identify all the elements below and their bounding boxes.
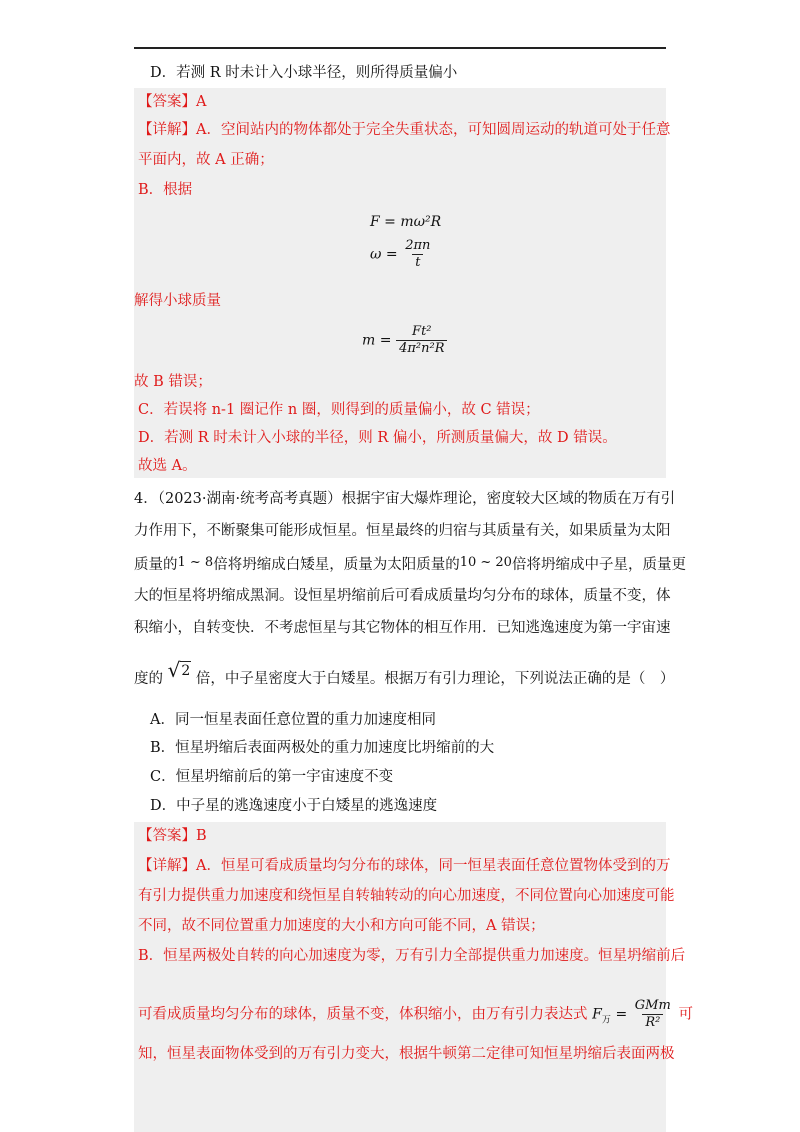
q4-sqrt-value: 2 (181, 663, 191, 679)
q4-stem-line1: 4．（2023·湖南·统考高考真题）根据宇宙大爆炸理论，密度较大区域的物质在万有引 (134, 491, 676, 507)
q4-detail-b3: 知，恒星表面物体受到的万有引力变大，根据牛顿第二定律可知恒星坍缩后表面两极 (138, 1046, 675, 1062)
q4-solution-block (134, 822, 693, 1132)
q4-line3-a: 质量的 (134, 557, 178, 573)
q3-eq-mass (362, 324, 447, 357)
q4-answer: 【答案】B (138, 828, 207, 844)
q4-formula-f: F (592, 1006, 602, 1023)
q4-option-c: C．恒星坍缩前后的第一宇宙速度不变 (150, 769, 394, 785)
q3-eq-mass-block (134, 318, 666, 370)
q3-b-wrong: 故 B 错误； (134, 374, 212, 390)
q3-eq-omega-fraction (402, 238, 433, 271)
q4-detail-a3: 不同，故不同位置重力加速度的大小和方向可能不同，A 错误； (138, 918, 545, 934)
q3-option-d: D．若测 R 时未计入小球半径，则所得质量偏小 (150, 65, 458, 81)
q4-detail-a2: 有引力提供重力加速度和绕恒星自转轴转动的向心加速度，不同位置向心加速度可能 (138, 888, 675, 904)
q3-cd-block (134, 398, 666, 478)
q4-formula-fraction (632, 998, 674, 1031)
q3-detail-a-line1: 【详解】A．空间站内的物体都处于完全失重状态，可知圆周运动的轨道可处于任意 (138, 122, 671, 138)
q4-option-d: D．中子星的逃逸速度小于白矮星的逃逸速度 (150, 798, 438, 814)
q4-detail-a1: 【详解】A．恒星可看成质量均匀分布的球体，同一恒星表面任意位置物体受到的万 (138, 858, 671, 874)
q3-eq-omega-left: ω = (370, 246, 398, 263)
q4-stem-line3 (134, 553, 686, 575)
q4-stem-line6 (134, 660, 674, 689)
q3-eq-mass-num: Ft² (412, 324, 432, 339)
q4-detail-b2 (138, 998, 693, 1031)
q3-choose: 故选 A。 (138, 458, 197, 474)
q4-stem-line5: 积缩小，自转变快．不考虑恒星与其它物体的相互作用．已知逃逸速度为第一宇宙速 (134, 620, 671, 636)
q4-range-neutron-star: 10 ~ 20 (459, 555, 512, 570)
q3-eq-omega (370, 238, 433, 271)
q3-d-line: D．若测 R 时未计入小球的半径，则 R 偏小，所测质量偏大，故 D 错误。 (138, 430, 617, 446)
q4-detail-b2-a: 可看成质量均匀分布的球体，质量不变，体积缩小，由万有引力表达式 (138, 1006, 588, 1023)
q4-stem-line2: 力作用下，不断聚集可能形成恒星。恒星最终的归宿与其质量有关，如果质量为太阳 (134, 523, 671, 539)
q4-stem-line4: 大的恒星将坍缩成黑洞。设恒星坍缩前后可看成质量均匀分布的球体，质量不变，体 (134, 588, 671, 604)
q3-detail-a-line2: 平面内，故 A 正确； (138, 152, 274, 168)
q4-line3-c: 倍将坍缩成中子星，质量更 (511, 557, 686, 573)
sqrt-symbol: √ (167, 658, 181, 682)
q4-detail-b2-b: 可 (678, 1006, 693, 1023)
q4-formula-eq: = (615, 1006, 628, 1023)
q4-line6-a: 度的 (134, 671, 163, 687)
q4-option-b: B．恒星坍缩后表面两极处的重力加速度比坍缩前的大 (150, 740, 495, 756)
q4-line3-b: 倍将坍缩成白矮星，质量为太阳质量的 (213, 557, 460, 573)
q3-solve-mass: 解得小球质量 (134, 293, 221, 309)
q4-option-a: A．同一恒星表面任意位置的重力加速度相同 (150, 712, 436, 728)
q3-eq-mass-den: 4π²n²R (396, 340, 447, 357)
q4-line6-b: 倍，中子星密度大于白矮星。根据万有引力理论，下列说法正确的是（ ） (195, 671, 675, 687)
q3-answer: 【答案】A (138, 94, 207, 110)
q3-eq-force: F = mω²R (370, 214, 442, 230)
q3-eq-mass-fraction (396, 324, 447, 357)
q4-formula-den: R² (642, 1014, 663, 1031)
q3-b-root: B．根据 (138, 182, 193, 198)
q3-eq-omega-den: t (412, 254, 423, 271)
q4-formula-f-sub: 万 (601, 1015, 611, 1026)
header-rule (134, 47, 666, 49)
q4-range-white-dwarf: 1 ~ 8 (177, 555, 214, 570)
q4-detail-b1: B．恒星两极处自转的向心加速度为零，万有引力全部提供重力加速度。恒星坍缩前后 (138, 948, 686, 964)
q3-eq-mass-left: m = (362, 332, 392, 349)
q4-formula-num: GMm (634, 998, 671, 1013)
q3-c-line: C．若误将 n-1 圈记作 n 圈，则得到的质量偏小，故 C 错误； (138, 402, 540, 418)
q3-eq-omega-num: 2πn (405, 238, 431, 253)
q4-sqrt2 (168, 660, 192, 680)
